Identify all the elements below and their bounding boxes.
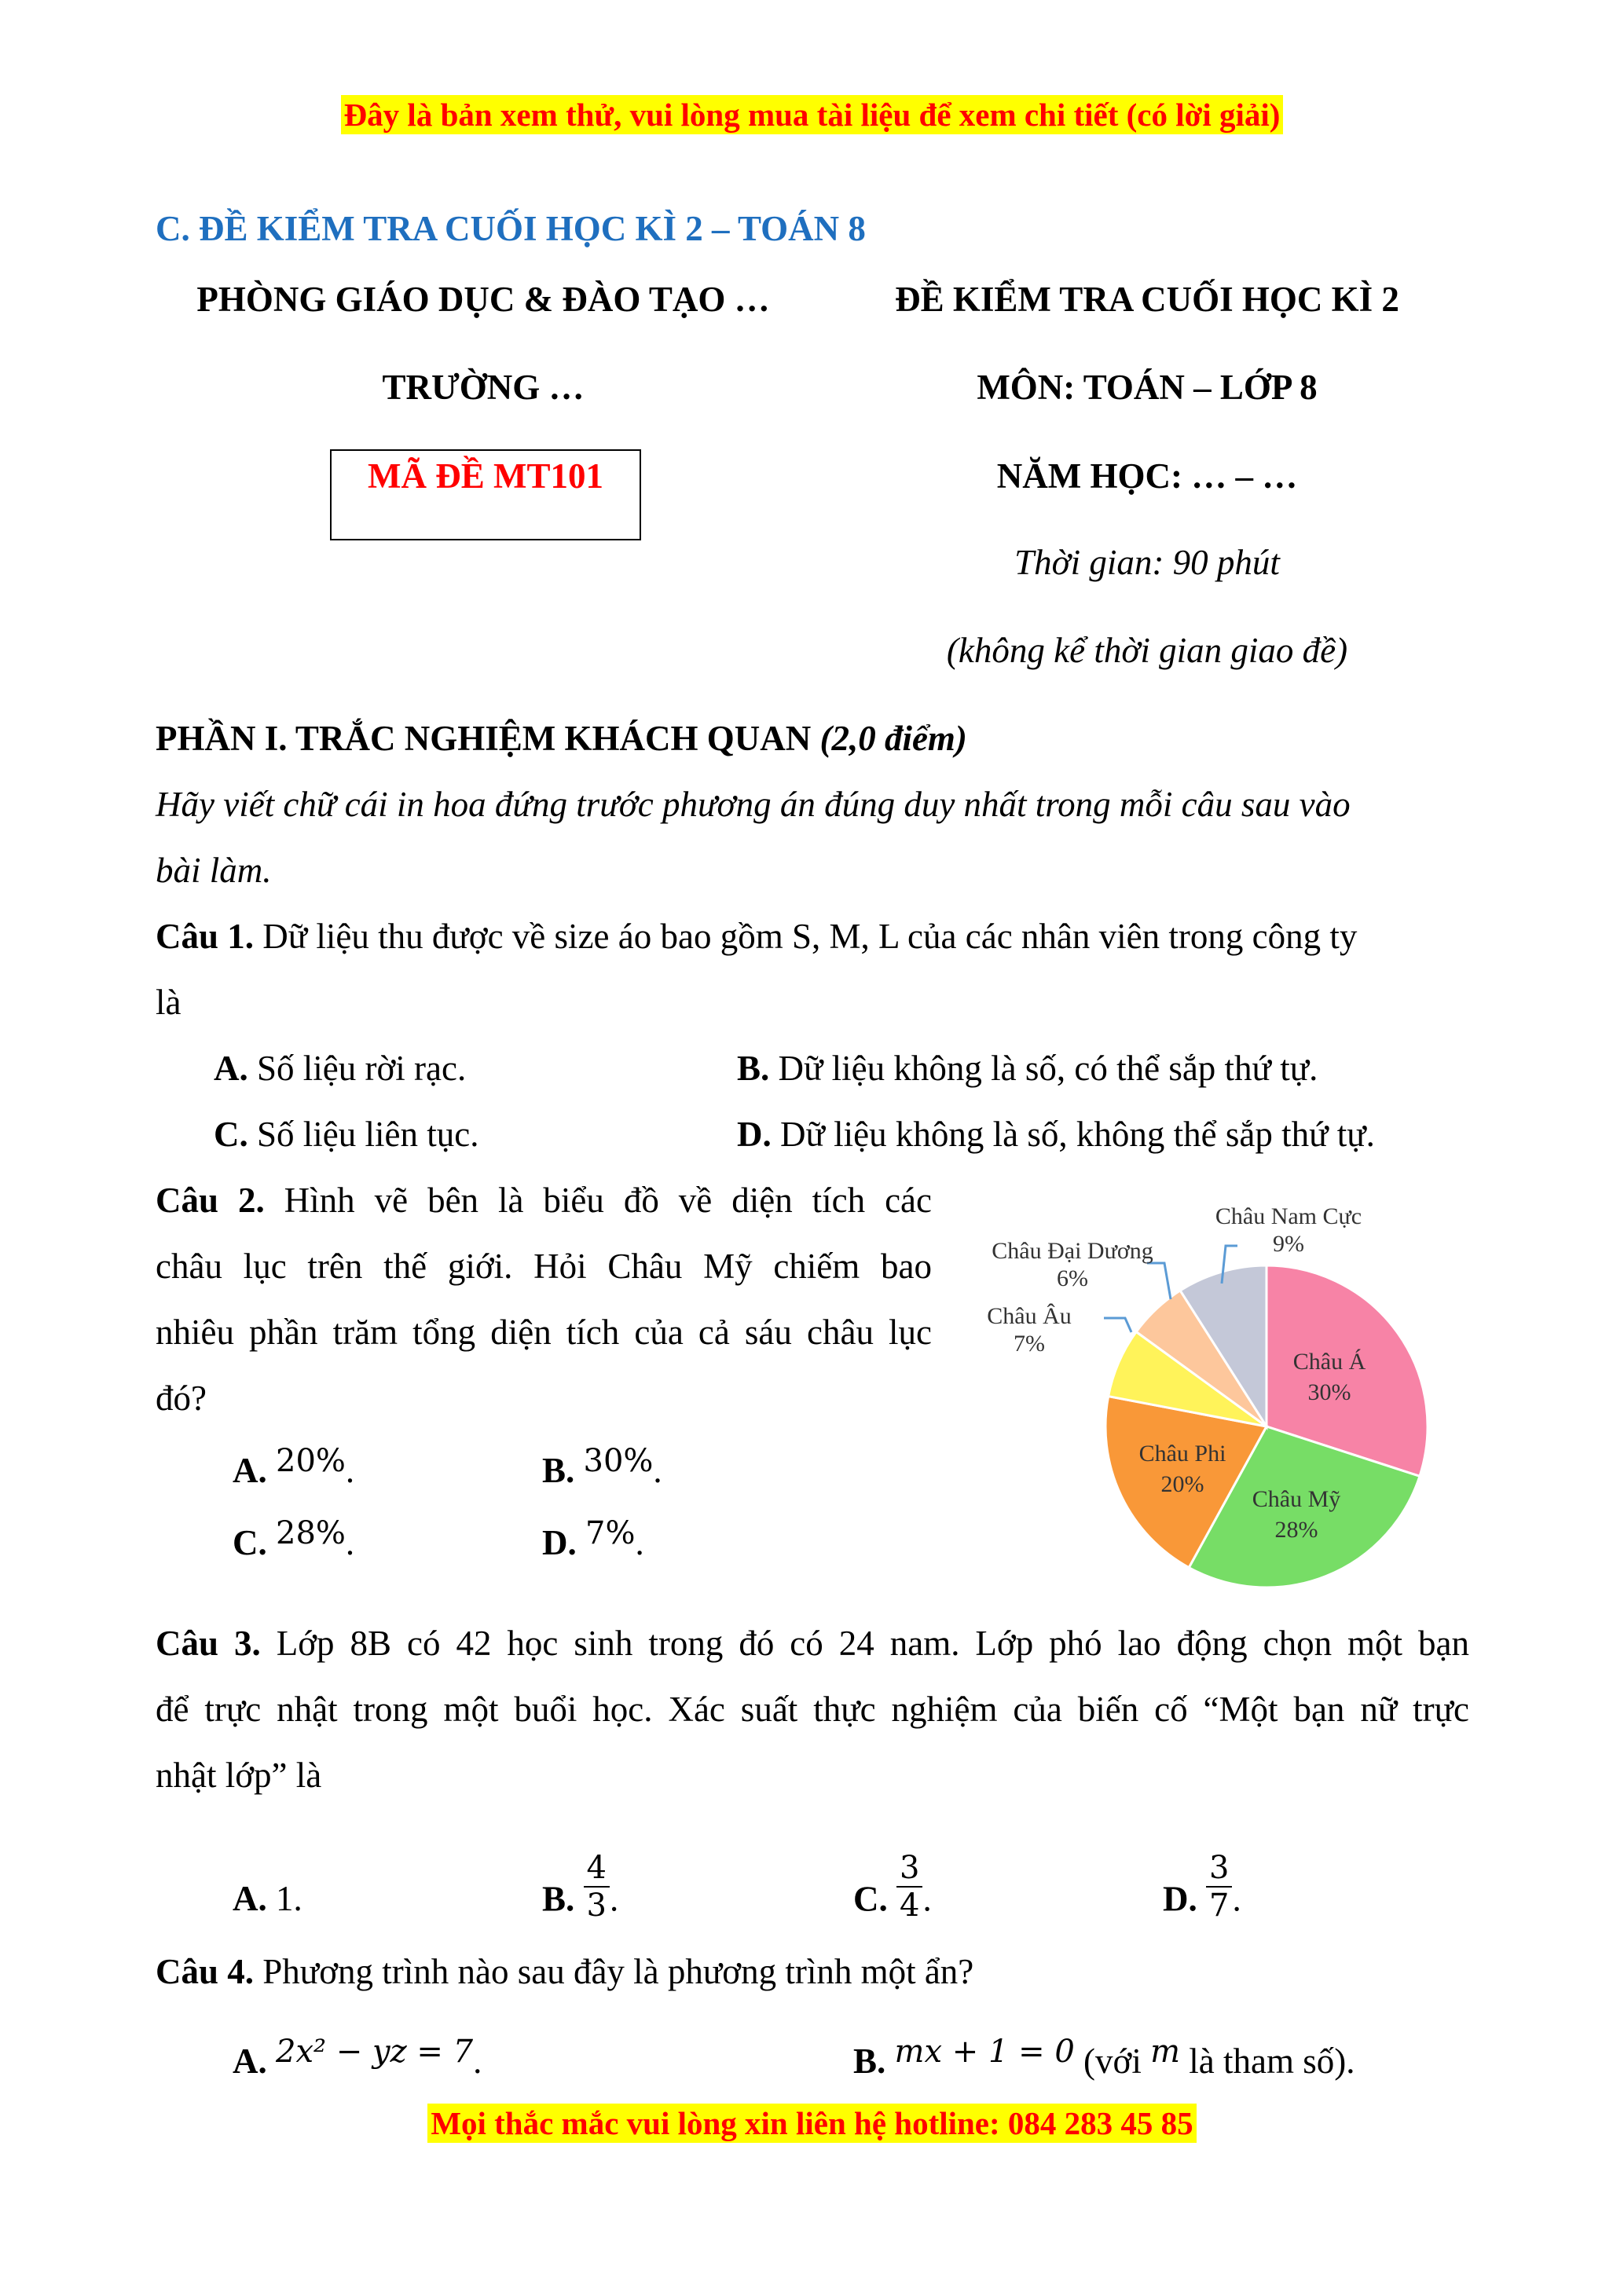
option-value: 30% bbox=[583, 1443, 654, 1479]
option-label: C. bbox=[214, 1115, 248, 1154]
exam-time-note: (không kể thời gian giao đề) bbox=[946, 631, 1348, 670]
option-value: 20% bbox=[276, 1443, 346, 1479]
numerator: 3 bbox=[1209, 1850, 1230, 1886]
school-year: NĂM HỌC: … – … bbox=[996, 456, 1298, 496]
q3-option-d bbox=[1163, 1850, 1241, 1939]
option-value: 7% bbox=[585, 1515, 636, 1551]
hotline-footer bbox=[0, 2104, 1624, 2142]
option-label: A. bbox=[233, 2041, 267, 2081]
q2-line3: nhiêu phần trăm tổng diện tích của cả sáu châu lục bbox=[156, 1313, 932, 1352]
denominator: 7 bbox=[1206, 1886, 1232, 1924]
option-label: A. bbox=[214, 1049, 248, 1088]
slice-label-chau-phi: Châu Phi bbox=[1138, 1441, 1226, 1467]
fraction bbox=[584, 1850, 610, 1924]
option-label: B. bbox=[737, 1049, 770, 1088]
option-math: 2x² − yz = 7 bbox=[276, 2034, 474, 2070]
q4-option-a bbox=[233, 2028, 482, 2096]
option-note: là tham số). bbox=[1180, 2041, 1355, 2081]
option-label: D. bbox=[1163, 1879, 1197, 1919]
slice-value-chau-a: 30% bbox=[1307, 1379, 1351, 1405]
preview-banner bbox=[0, 96, 1624, 134]
part1-instruction-line2: bài làm. bbox=[156, 851, 272, 890]
part1-heading bbox=[156, 705, 967, 771]
q3-text: Lớp 8B có 42 học sinh trong đó có 24 nam. Lớp phó lao động chọn một bạn bbox=[260, 1624, 1469, 1663]
slice-label-chau-a: Châu Á bbox=[1292, 1349, 1366, 1375]
option-text: Dữ liệu không là số, có thể sắp thứ tự. bbox=[769, 1049, 1318, 1088]
option-dot: . bbox=[345, 1451, 355, 1490]
fraction bbox=[1206, 1850, 1232, 1924]
q3-option-c bbox=[853, 1850, 932, 1939]
q3-line1 bbox=[156, 1610, 1469, 1676]
q2-text: Hình vẽ bên là biểu đồ về diện tích các bbox=[264, 1181, 932, 1220]
q1-text-line2: là bbox=[156, 983, 181, 1022]
q2-option-a bbox=[233, 1437, 354, 1505]
denominator: 3 bbox=[584, 1886, 610, 1924]
part1-title: PHẦN I. TRẮC NGHIỆM KHÁCH QUAN bbox=[156, 719, 820, 758]
q2-option-d bbox=[542, 1510, 644, 1577]
option-label: B. bbox=[853, 2041, 886, 2081]
option-note: (với bbox=[1074, 2041, 1151, 2081]
fraction bbox=[896, 1850, 922, 1924]
q2-option-c bbox=[233, 1510, 354, 1577]
slice-value-chau-au: 7% bbox=[1014, 1331, 1045, 1357]
slice-label-chau-au: Châu Âu bbox=[987, 1303, 1072, 1329]
option-label: D. bbox=[737, 1115, 772, 1154]
section-title: C. ĐỀ KIỂM TRA CUỐI HỌC KÌ 2 – TOÁN 8 bbox=[156, 209, 866, 248]
q2-line4: đó? bbox=[156, 1379, 207, 1418]
subject-grade: MÔN: TOÁN – LỚP 8 bbox=[977, 368, 1318, 407]
option-dot: . bbox=[609, 1879, 619, 1919]
option-text: Số liệu liên tục. bbox=[247, 1115, 479, 1154]
q2-line2: châu lục trên thế giới. Hỏi Châu Mỹ chiếm bao bbox=[156, 1247, 932, 1286]
exam-title: ĐỀ KIỂM TRA CUỐI HỌC KÌ 2 bbox=[895, 280, 1399, 319]
q4-stem bbox=[156, 1939, 973, 2005]
slice-value-chau-nam-cuc: 9% bbox=[1273, 1231, 1304, 1257]
option-math: mx + 1 = 0 bbox=[894, 2034, 1075, 2070]
option-label: D. bbox=[542, 1523, 577, 1562]
option-text: Dữ liệu không là số, không thể sắp thứ tự. bbox=[771, 1115, 1375, 1154]
pie-slices bbox=[1105, 1265, 1428, 1587]
part1-points: (2,0 điểm) bbox=[819, 719, 967, 758]
exam-time: Thời gian: 90 phút bbox=[1014, 543, 1280, 582]
q3-label: Câu 3. bbox=[156, 1624, 261, 1663]
option-label: B. bbox=[542, 1879, 575, 1919]
q1-option-d bbox=[737, 1101, 1375, 1167]
option-note-variable: m bbox=[1150, 2034, 1181, 2070]
option-dot: . bbox=[922, 1879, 932, 1919]
slice-value-chau-phi: 20% bbox=[1160, 1471, 1204, 1497]
leader-line-dai-duong bbox=[1147, 1263, 1171, 1299]
option-dot: . bbox=[653, 1451, 662, 1490]
q4-text: Phương trình nào sau đây là phương trình một ẩn? bbox=[254, 1952, 974, 1991]
department-name: PHÒNG GIÁO DỤC & ĐÀO TẠO … bbox=[196, 280, 770, 319]
q3-line2: để trực nhật trong một buổi học. Xác suất thực nghiệm của biến cố “Một bạn nữ trực bbox=[156, 1690, 1469, 1729]
option-value: 28% bbox=[276, 1515, 346, 1551]
option-label: A. bbox=[233, 1879, 267, 1918]
option-label: B. bbox=[542, 1451, 575, 1490]
q2-label: Câu 2. bbox=[156, 1181, 265, 1220]
denominator: 4 bbox=[896, 1886, 922, 1924]
q1-option-a bbox=[214, 1035, 466, 1101]
q4-option-b bbox=[853, 2028, 1355, 2096]
q2-option-b bbox=[542, 1437, 662, 1505]
part1-instruction-line1: Hãy viết chữ cái in hoa đứng trước phương án đúng duy nhất trong mỗi câu sau vào bbox=[156, 785, 1351, 824]
option-text: Số liệu rời rạc. bbox=[247, 1049, 467, 1088]
q1-option-b bbox=[737, 1035, 1318, 1101]
option-label: C. bbox=[233, 1523, 267, 1562]
q3-option-b bbox=[542, 1850, 619, 1939]
option-dot: . bbox=[473, 2041, 482, 2081]
slice-label-chau-nam-cuc: Châu Nam Cực bbox=[1215, 1203, 1362, 1229]
leader-line-au bbox=[1104, 1318, 1131, 1332]
slice-value-chau-dai-duong: 6% bbox=[1057, 1265, 1088, 1291]
q1-stem bbox=[156, 903, 1469, 969]
slice-label-chau-my: Châu Mỹ bbox=[1252, 1486, 1341, 1512]
numerator: 3 bbox=[900, 1850, 920, 1886]
continent-area-pie-chart bbox=[943, 1178, 1461, 1602]
option-dot: . bbox=[1232, 1879, 1241, 1919]
q3-option-a bbox=[233, 1866, 302, 1932]
numerator: 4 bbox=[586, 1850, 607, 1886]
q1-label: Câu 1. bbox=[156, 917, 255, 956]
school-name: TRƯỜNG … bbox=[382, 368, 585, 407]
option-label: C. bbox=[853, 1879, 888, 1919]
q4-label: Câu 4. bbox=[156, 1952, 255, 1991]
q3-line3: nhật lớp” là bbox=[156, 1756, 322, 1795]
exam-code-box bbox=[330, 449, 641, 540]
q2-line1 bbox=[156, 1167, 932, 1233]
option-dot: . bbox=[635, 1523, 644, 1562]
q1-option-c bbox=[214, 1101, 478, 1167]
slice-value-chau-my: 28% bbox=[1274, 1517, 1318, 1543]
option-dot: . bbox=[345, 1523, 355, 1562]
exam-code: MÃ ĐỀ MT101 bbox=[368, 456, 603, 496]
hotline-text: Mọi thắc mắc vui lòng xin liên hệ hotline: 084 283 45 85 bbox=[427, 2104, 1196, 2143]
preview-banner-text: Đây là bản xem thử, vui lòng mua tài liệu để xem chi tiết (có lời giải) bbox=[341, 95, 1284, 134]
option-text: 1. bbox=[266, 1879, 302, 1918]
q1-text-line1: Dữ liệu thu được về size áo bao gồm S, M, L của các nhân viên trong công ty bbox=[254, 917, 1358, 956]
slice-label-chau-dai-duong: Châu Đại Dương bbox=[992, 1238, 1153, 1264]
option-label: A. bbox=[233, 1451, 267, 1490]
